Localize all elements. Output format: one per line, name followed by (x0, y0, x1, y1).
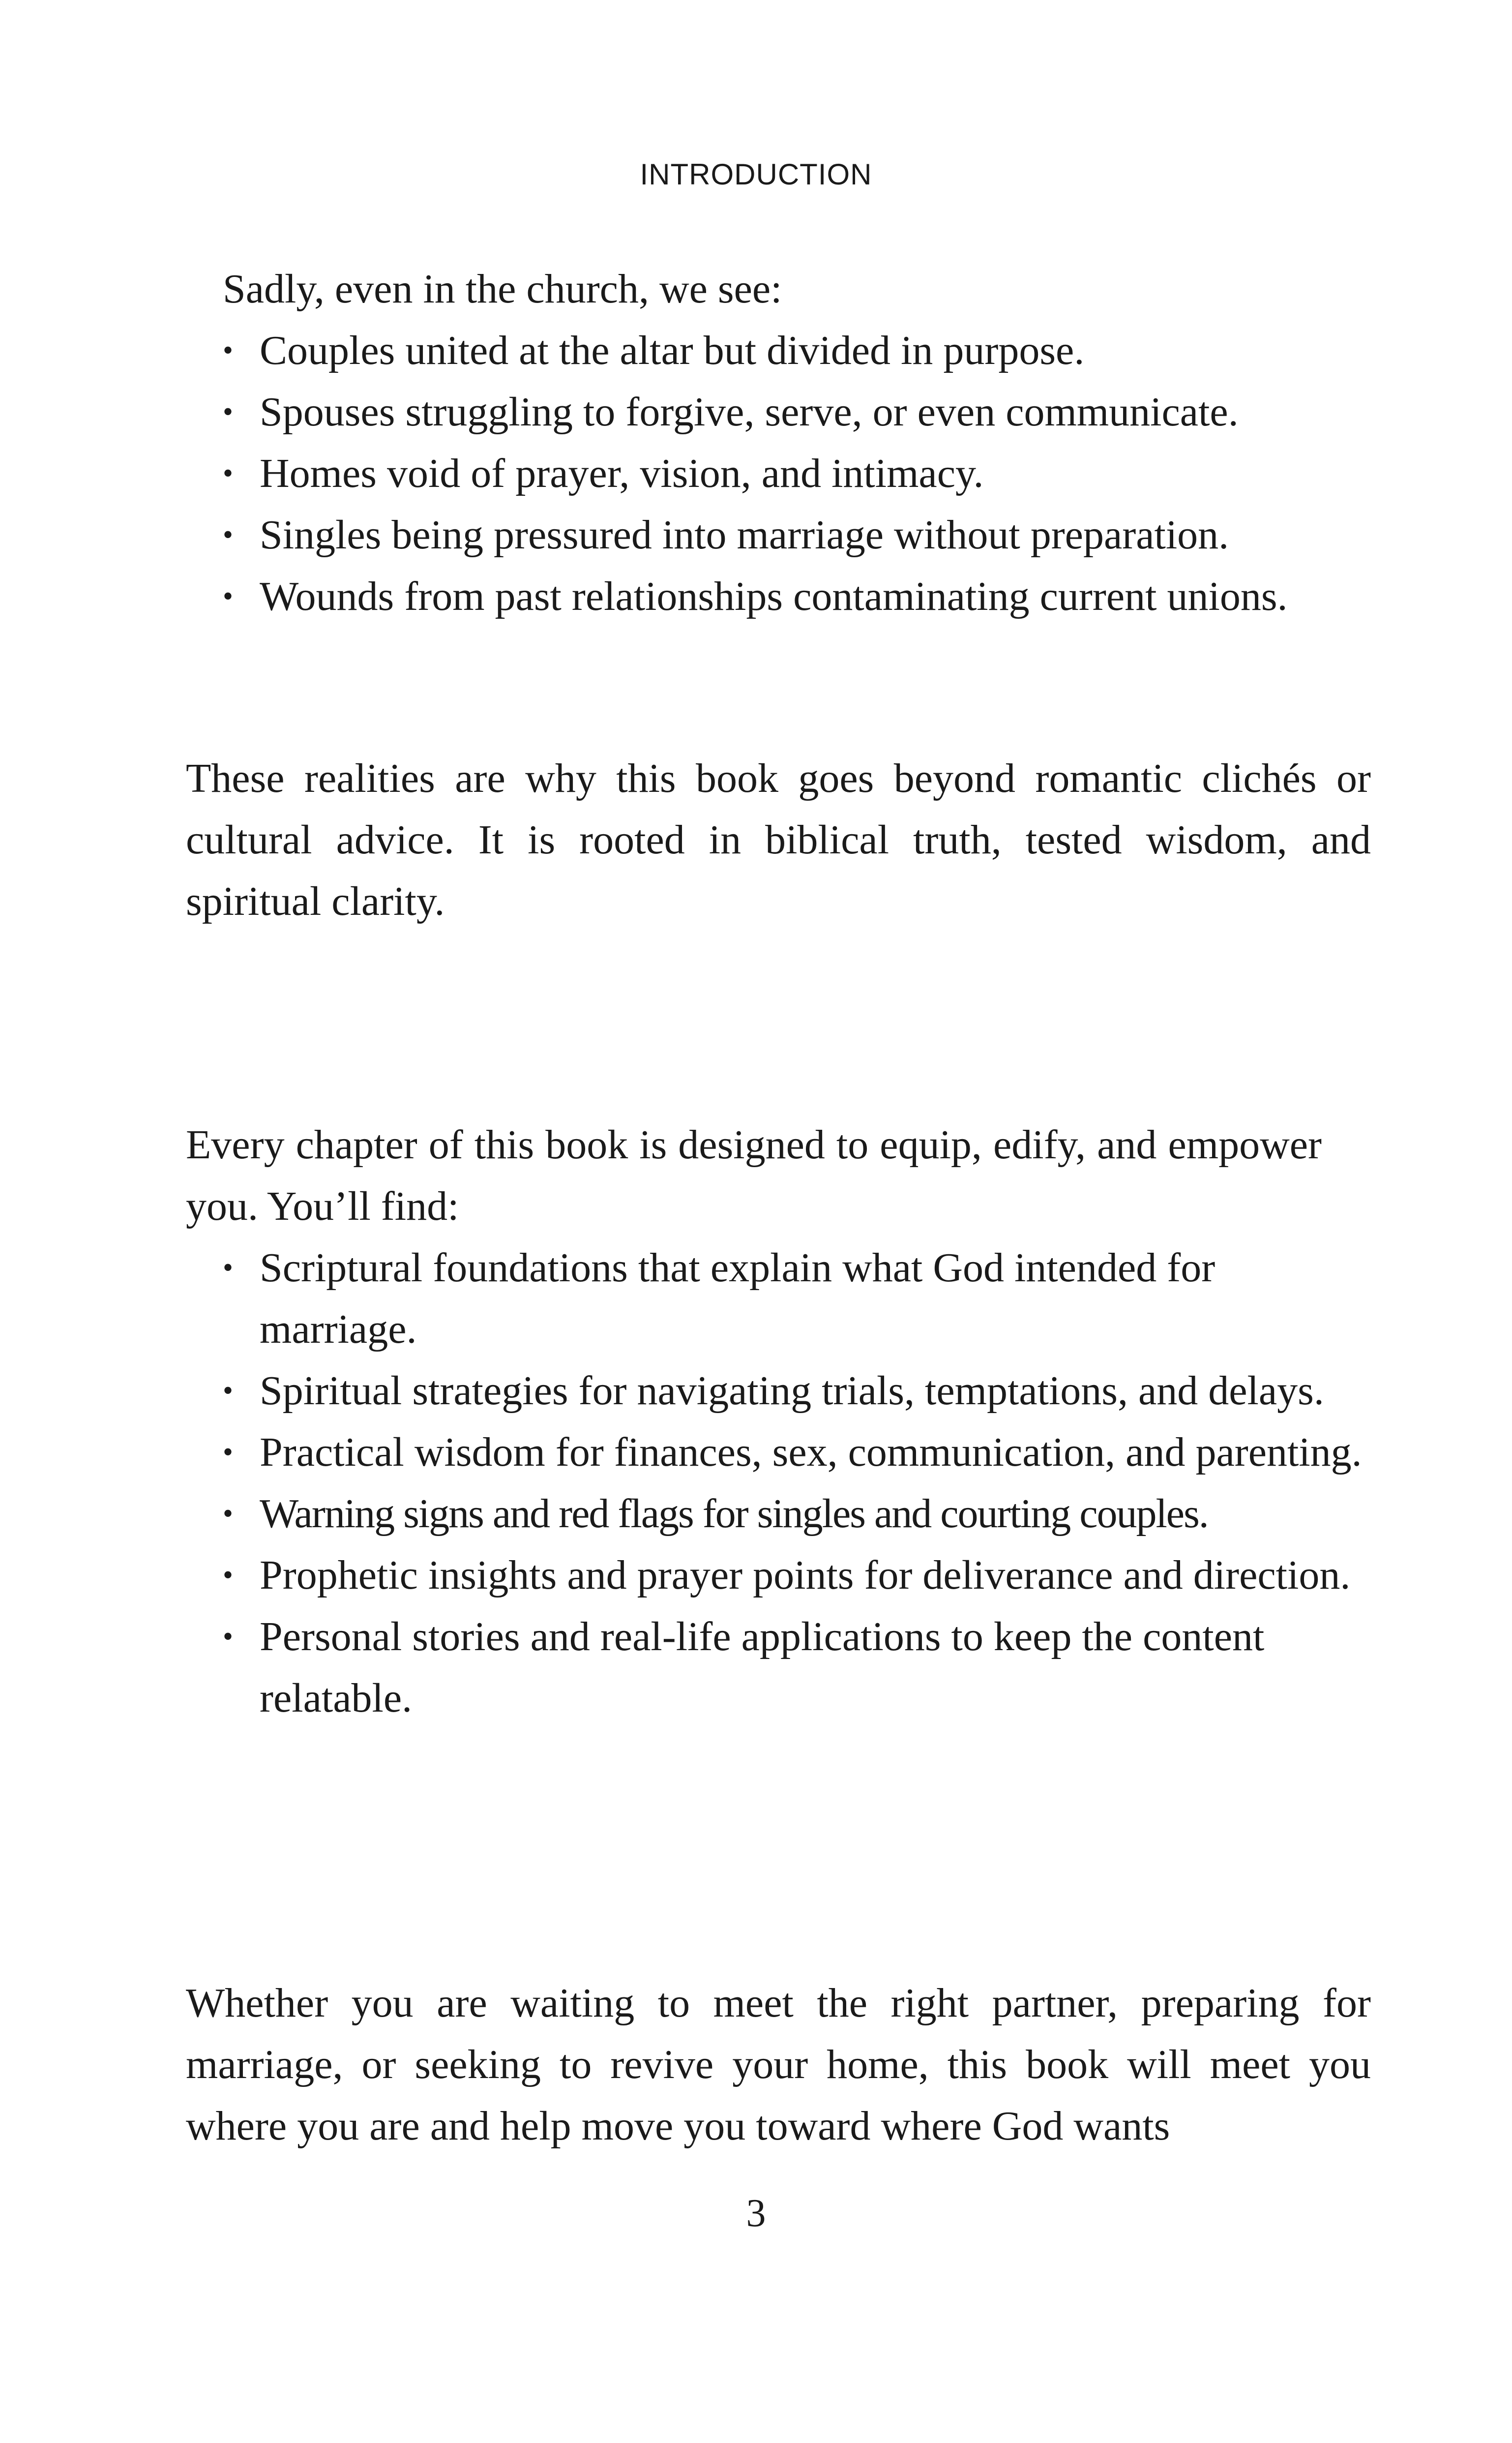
bullet-icon: • (223, 1497, 233, 1530)
list-item: • Personal stories and real-life applications to keep the content relatable. (223, 1606, 1366, 1729)
section1-bullet-list (223, 320, 1359, 627)
list-item: • Couples united at the altar but divided in purpose. (223, 320, 1359, 381)
section1-lead: Sadly, even in the church, we see: (223, 266, 782, 312)
bullet-icon: • (223, 518, 234, 551)
bullet-icon: • (223, 580, 234, 612)
body-paragraph-chapters: Every chapter of this book is designed to equip, edify, and empower you. You’ll find: (186, 1122, 1322, 1229)
bullet-icon: • (223, 334, 234, 366)
bullet-icon: • (223, 1374, 234, 1407)
list-item: • Practical wisdom for finances, sex, communication, and parenting. (223, 1421, 1366, 1483)
body-paragraph-whether: Whether you are waiting to meet the right partner, preparing for marriage, or seeking to revive your home, this book will meet you where you are and help move you toward where God wants (186, 1980, 1371, 2149)
list-item: • Scriptural foundations that explain what God intended for marriage. (223, 1237, 1366, 1360)
bullet-icon: • (223, 1559, 234, 1591)
section2-bullet-list (223, 1237, 1373, 1729)
list-item: • Spiritual strategies for navigating trials, temptations, and delays. (223, 1360, 1366, 1421)
bullet-icon: • (223, 457, 234, 489)
page-number: 3 (746, 2192, 766, 2235)
list-item: • Prophetic insights and prayer points for deliverance and direction. (223, 1544, 1366, 1606)
list-item: • Singles being pressured into marriage without preparation. (223, 504, 1359, 566)
bullet-icon: • (223, 1620, 234, 1653)
list-item: • Wounds from past relationships contaminating current unions. (223, 566, 1322, 627)
list-item: • Spouses struggling to forgive, serve, or even communicate. (223, 381, 1359, 443)
bullet-icon: • (223, 1436, 234, 1468)
bullet-icon: • (223, 1251, 234, 1284)
running-head: INTRODUCTION (640, 158, 872, 191)
body-paragraph-realities: These realities are why this book goes beyond romantic clichés or cultural advice. It is rooted in biblical truth, tested wisdom, and spiritual clarity. (186, 755, 1371, 924)
list-item: • Warning signs and red flags for singles and courting couples. (223, 1483, 1373, 1544)
bullet-icon: • (223, 395, 234, 428)
list-item: • Homes void of prayer, vision, and intimacy. (223, 443, 1359, 504)
